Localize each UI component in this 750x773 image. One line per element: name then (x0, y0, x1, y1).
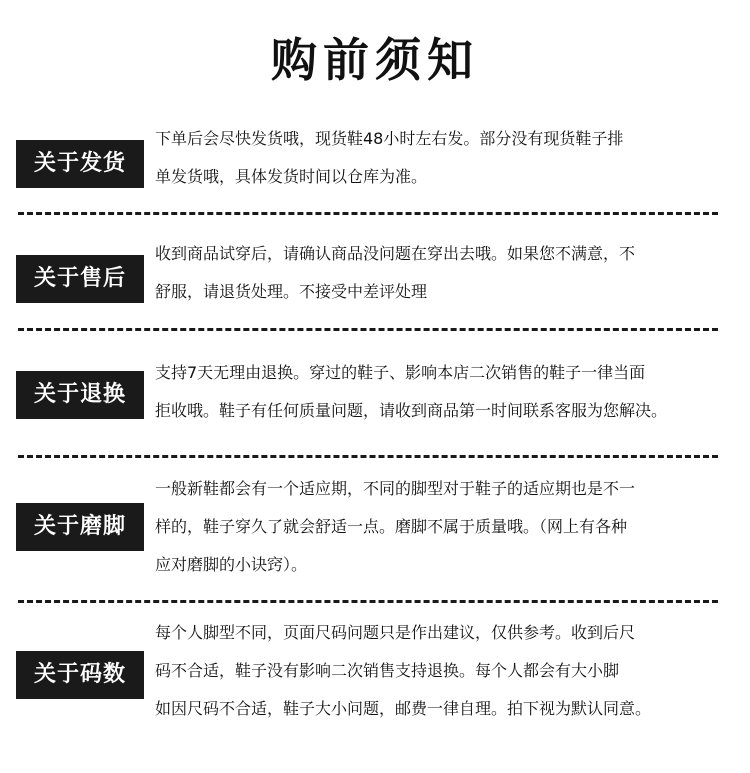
page-title: 购前须知 (271, 33, 479, 87)
dashed-divider (18, 328, 718, 331)
text-line: 每个人脚型不同，页面尺码问题只是作出建议，仅供参考。收到后尺 (155, 623, 636, 642)
dashed-divider (18, 600, 718, 603)
section-text-shipping (155, 120, 745, 196)
text-line: 单发货哦，具体发货时间以仓库为准。 (155, 167, 428, 186)
text-line: 如因尺码不合适，鞋子大小问题，邮费一律自理。拍下视为默认同意。 (155, 699, 652, 718)
text-line: 下单后会尽快发货哦，现货鞋48小时左右发。部分没有现货鞋子排 (155, 129, 624, 148)
section-text-sizing (155, 614, 745, 728)
text-line: 舒服，请退货处理。不接受中差评处理 (155, 282, 428, 301)
section-label-sizing: 关于码数 (16, 651, 144, 699)
text-line: 应对磨脚的小诀窍）。 (155, 555, 308, 574)
text-line: 收到商品试穿后，请确认商品没问题在穿出去哦。如果您不满意，不 (155, 244, 636, 263)
text-line: 支持7天无理由退换。穿过的鞋子、影响本店二次销售的鞋子一律当面 (155, 363, 646, 382)
section-label-shipping: 关于发货 (16, 140, 144, 188)
dashed-divider (18, 455, 718, 458)
section-label-after-sales: 关于售后 (16, 255, 144, 303)
section-label-blisters: 关于磨脚 (16, 503, 144, 551)
text-line: 拒收哦。鞋子有任何质量问题，请收到商品第一时间联系客服为您解决。 (155, 401, 668, 420)
text-line: 码不合适，鞋子没有影响二次销售支持退换。每个人都会有大小脚 (155, 661, 620, 680)
dashed-divider (18, 212, 718, 215)
text-line: 一般新鞋都会有一个适应期，不同的脚型对于鞋子的适应期也是不一 (155, 479, 636, 498)
section-text-returns (155, 354, 745, 430)
text-line: 样的，鞋子穿久了就会舒适一点。磨脚不属于质量哦。（网上有各种 (155, 517, 628, 536)
section-text-blisters (155, 470, 745, 584)
section-label-returns: 关于退换 (16, 371, 144, 419)
section-text-after-sales (155, 235, 745, 311)
